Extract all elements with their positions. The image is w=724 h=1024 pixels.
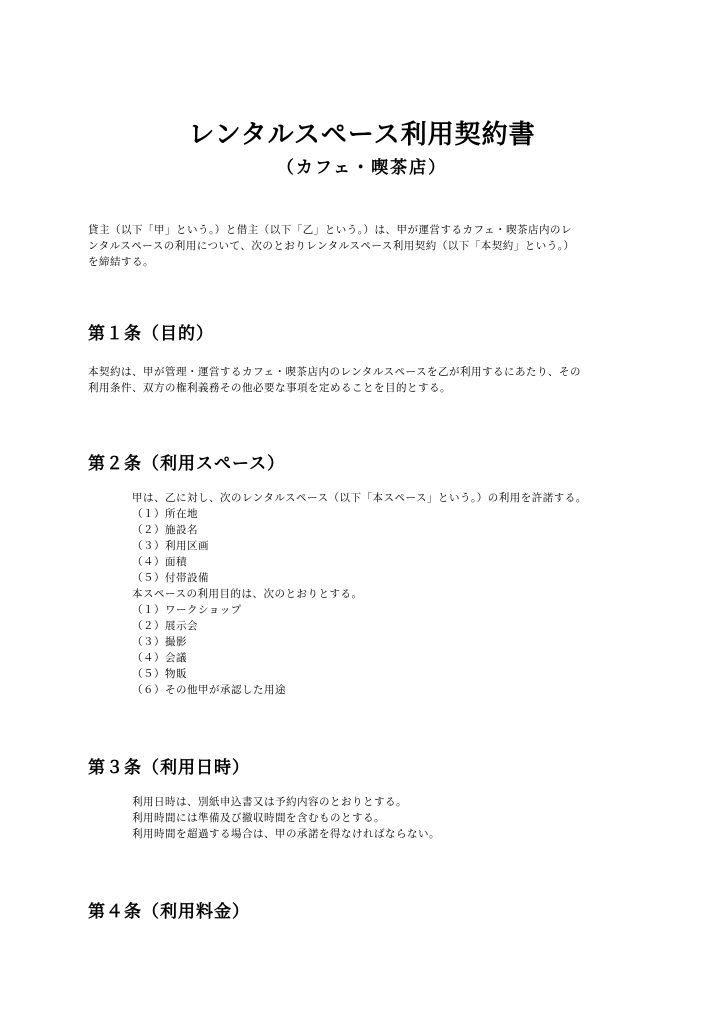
article4-heading: 第４条（利用料金） [88,902,250,922]
article3-line: 利用時間を超過する場合は、甲の承諾を得なければならない。 [132,828,440,840]
list-item: （２）施設名 [132,524,198,536]
article2-intro: 甲は、乙に対し、次のレンタルスペース（以下「本スペース」という。）の利用を許諾する。 [132,492,587,504]
list-item: （１）所在地 [132,508,198,520]
article3-list [132,794,440,842]
article2-list [132,490,587,698]
list-item: （２）展示会 [132,620,198,632]
list-item: （６）その他甲が承認した用途 [132,684,286,696]
document-title: レンタルスペース利用契約書 [188,120,536,150]
article1-body: 本契約は、甲が管理・運営するカフェ・喫茶店内のレンタルスペースを乙が利用するにあたり、その 利用条件、双方の権利義務その他必要な事項を定めることを目的とする。 [88,366,581,394]
list-item: （５）物販 [132,668,187,680]
article2-purpose-intro: 本スペースの利用目的は、次のとおりとする。 [132,588,363,600]
article1-heading: 第１条（目的） [88,324,214,344]
list-item: （３）利用区画 [132,540,209,552]
document-subtitle: （カフェ・喫茶店） [276,158,448,178]
article3-heading: 第３条（利用日時） [88,758,250,778]
list-item: （１）ワークショップ [132,604,242,616]
article3-line: 利用日時は、別紙申込書又は予約内容のとおりとする。 [132,796,407,808]
list-item: （４）会議 [132,652,187,664]
article3-line: 利用時間には準備及び撤収時間を含むものとする。 [132,812,385,824]
list-item: （３）撮影 [132,636,187,648]
preamble: 貸主（以下「甲」という。）と借主（以下「乙」という。）は、甲が運営するカフェ・喫茶店内のレ ンタルスペースの利用について、次のとおりレンタルスペース利用契約（以下「本契約」という。） を締結する。 [88,224,575,268]
list-item: （５）付帯設備 [132,572,209,584]
article2-heading: 第２条（利用スペース） [88,454,286,474]
list-item: （４）面積 [132,556,187,568]
